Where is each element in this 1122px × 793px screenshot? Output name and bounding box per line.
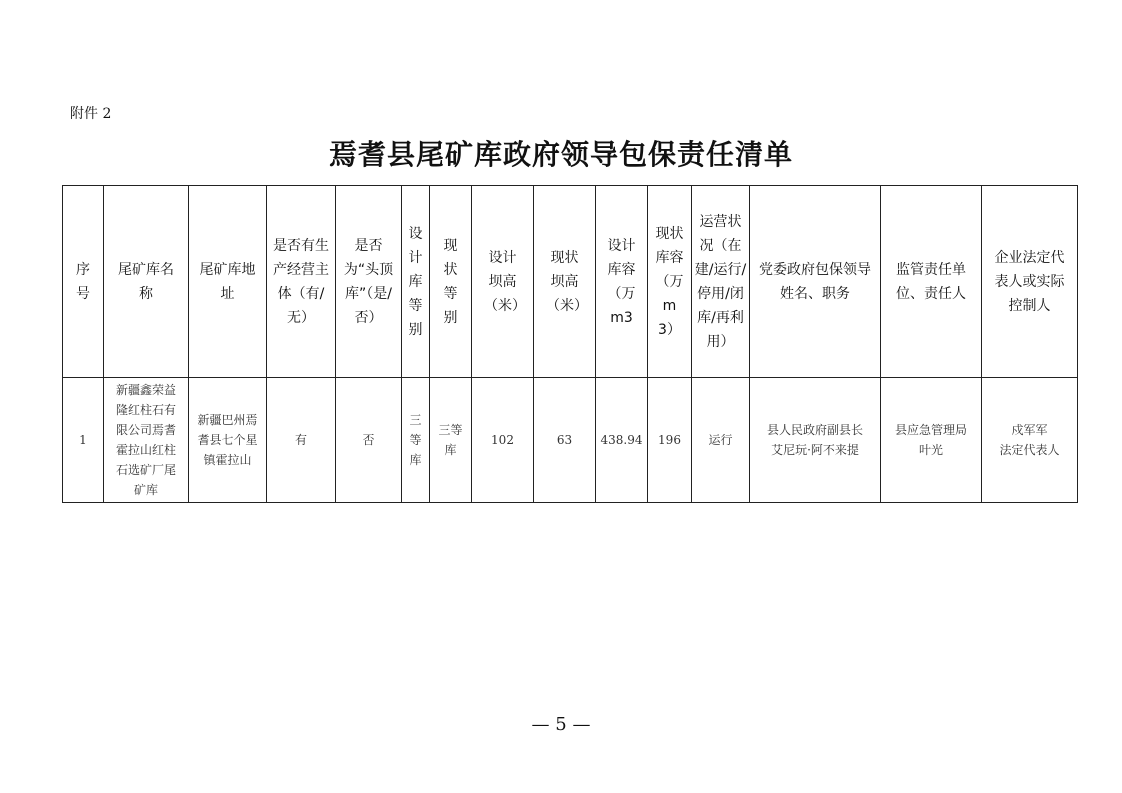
header-legal-rep: 企业法定代表人或实际控制人 [982, 186, 1078, 378]
table-row [63, 378, 1078, 503]
cell-current-height: 63 [534, 378, 596, 503]
header-leader: 党委政府包保领导姓名、职务 [750, 186, 881, 378]
header-design-height: 设计坝高（米） [472, 186, 534, 378]
page-number: — 5 — [531, 714, 591, 735]
cell-leader [750, 378, 881, 503]
header-design-capacity: 设计库容（万m3 [596, 186, 648, 378]
header-status: 运营状况（在建/运行/停用/闭库/再利用） [692, 186, 750, 378]
cell-index: 1 [63, 378, 104, 503]
header-name: 尾矿库名称 [104, 186, 189, 378]
cell-current-grade: 三等库 [430, 378, 472, 503]
legal-rep-name: 戍军军 [1011, 423, 1048, 437]
responsibility-table [62, 185, 1078, 503]
cell-supervisor [881, 378, 982, 503]
table-header-row [63, 186, 1078, 378]
header-address: 尾矿库地址 [189, 186, 267, 378]
leader-name: 艾尼玩·阿不来提 [771, 443, 859, 457]
legal-rep-role: 法定代表人 [999, 443, 1060, 457]
cell-has-operator: 有 [267, 378, 336, 503]
header-current-grade: 现状等别 [430, 186, 472, 378]
cell-design-capacity: 438.94 [596, 378, 648, 503]
cell-legal-rep [982, 378, 1078, 503]
header-index: 序号 [63, 186, 104, 378]
cell-design-height: 102 [472, 378, 534, 503]
header-design-grade: 设计库等别 [402, 186, 430, 378]
header-supervisor: 监管责任单位、责任人 [881, 186, 982, 378]
attachment-label: 附件 2 [70, 106, 112, 122]
header-current-height: 现状坝高（米） [534, 186, 596, 378]
supervisor-person: 叶光 [918, 443, 943, 457]
cell-head-top: 否 [336, 378, 402, 503]
cell-design-grade: 三等库 [402, 378, 430, 503]
cell-address: 新疆巴州焉耆县七个星镇霍拉山 [189, 378, 267, 503]
cell-status: 运行 [692, 378, 750, 503]
header-has-operator: 是否有生产经营主体（有/无） [267, 186, 336, 378]
supervisor-unit: 县应急管理局 [894, 423, 967, 437]
cell-name: 新疆鑫荣益隆红柱石有限公司焉耆霍拉山红柱石选矿厂尾矿库 [104, 378, 189, 503]
cell-current-capacity: 196 [648, 378, 692, 503]
header-current-capacity: 现状库容（万m3） [648, 186, 692, 378]
page-title: 焉耆县尾矿库政府领导包保责任清单 [328, 138, 793, 171]
header-head-top: 是否为“头顶库”（是/否） [336, 186, 402, 378]
leader-title: 县人民政府副县长 [766, 423, 863, 437]
